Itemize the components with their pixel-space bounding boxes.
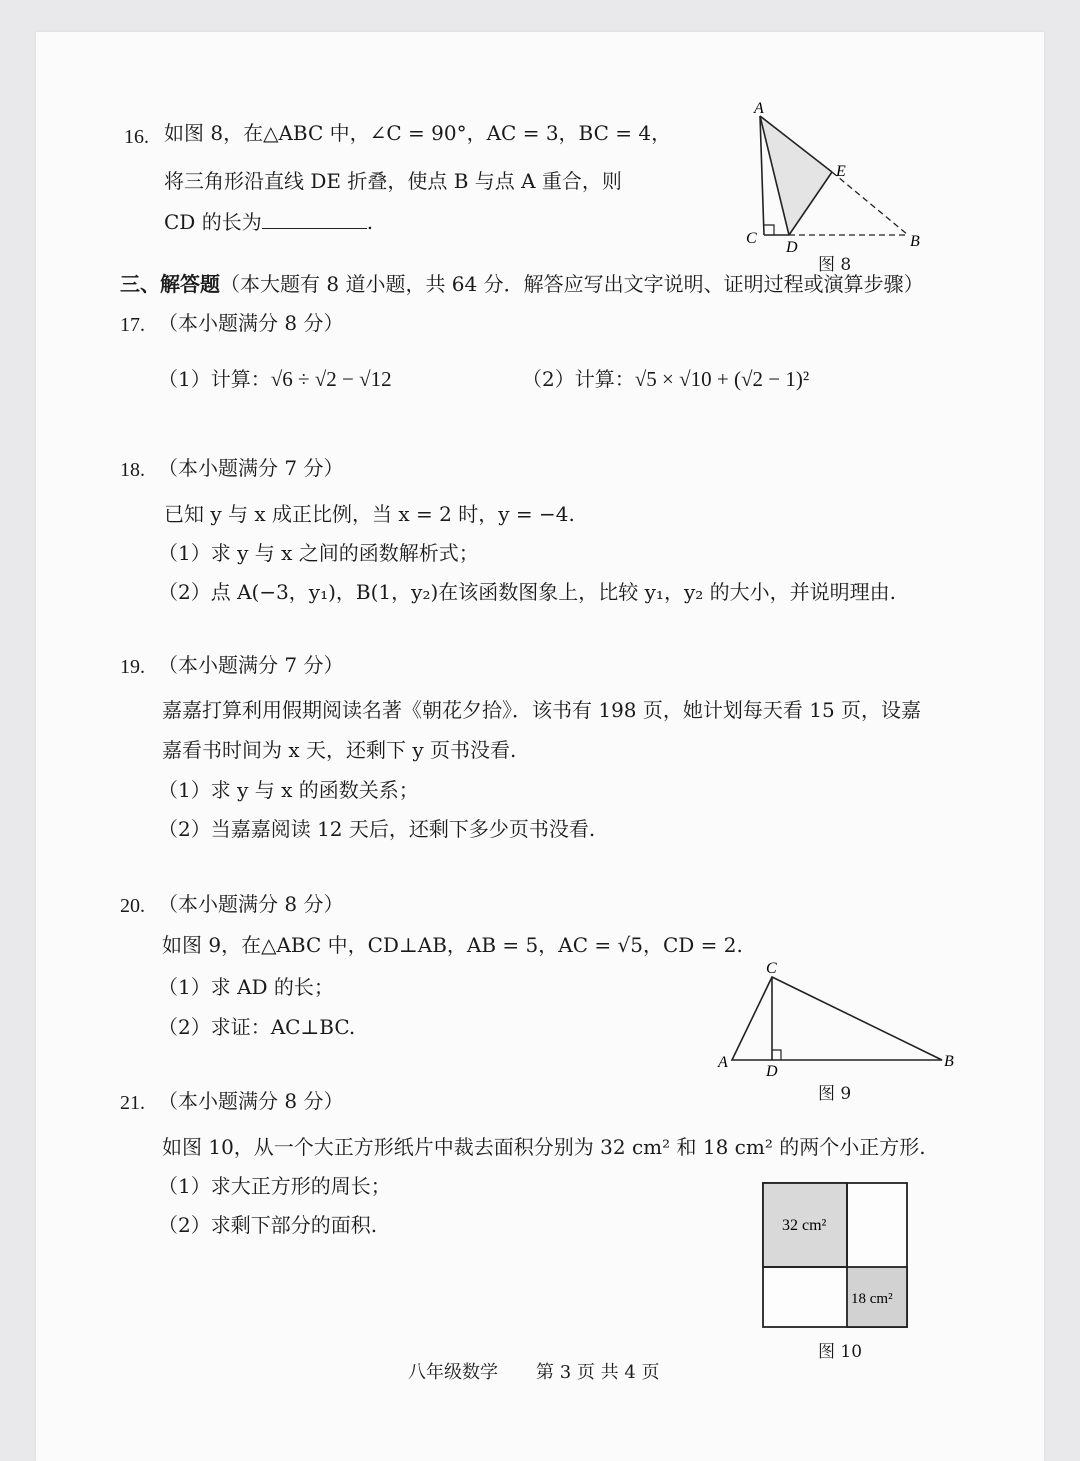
q16-line2: 将三角形沿直线 DE 折叠，使点 B 与点 A 重合，则 — [164, 169, 622, 193]
q16-line3-prefix: CD 的长为 — [164, 210, 262, 234]
figure-10 — [762, 1182, 908, 1328]
q20-part1: （1）求 AD 的长； — [158, 975, 334, 999]
label-a: A — [754, 100, 764, 117]
q19-score: （本小题满分 7 分） — [158, 653, 344, 677]
q16-line1: 如图 8，在△ABC 中，∠C = 90°，AC = 3，BC = 4， — [164, 121, 672, 145]
label-c: C — [766, 960, 777, 977]
q19-part2: （2）当嘉嘉阅读 12 天后，还剩下多少页书没看. — [158, 817, 596, 841]
figure-9 — [716, 960, 956, 1080]
q17-score: （本小题满分 8 分） — [158, 311, 344, 335]
question-number: 18. — [120, 459, 145, 481]
label-b: B — [944, 1053, 954, 1070]
q17-p2-expr: √5 × √10 + (√2 − 1)² — [634, 367, 810, 391]
q16-line3-suffix: . — [366, 210, 374, 234]
answer-blank[interactable] — [262, 210, 367, 229]
label-b: B — [910, 233, 920, 250]
q17-p1-expr: √6 ÷ √2 − √12 — [270, 367, 392, 391]
q21-stem: 如图 10，从一个大正方形纸片中裁去面积分别为 32 cm² 和 18 cm² 的两个小正方形. — [162, 1135, 926, 1159]
folded-region — [760, 116, 832, 234]
section-title: 三、解答题 — [120, 272, 220, 296]
q17-part1 — [158, 366, 392, 392]
q20-score: （本小题满分 8 分） — [158, 892, 344, 916]
q20-stem: 如图 9，在△ABC 中，CD⊥AB，AB = 5，AC = √5，CD = 2. — [162, 933, 743, 957]
q19-part1: （1）求 y 与 x 的函数关系； — [158, 778, 419, 802]
question-number: 21. — [120, 1092, 145, 1114]
footer-subject: 八年级数学 — [408, 1362, 498, 1383]
q19-stem-line2: 嘉看书时间为 x 天，还剩下 y 页书没看. — [162, 738, 517, 762]
section-note: （本大题有 8 道小题，共 64 分．解答应写出文字说明、证明过程或演算步骤） — [220, 272, 924, 296]
question-number: 16. — [124, 126, 149, 148]
exam-page — [36, 32, 1044, 1461]
q17-p1-label: （1）计算： — [158, 367, 271, 391]
side-ac — [760, 116, 764, 235]
q19-stem-line1: 嘉嘉打算利用假期阅读名著《朝花夕拾》．该书有 198 页，她计划每天看 15 页，设嘉 — [162, 698, 922, 722]
question-number: 17. — [120, 314, 145, 336]
q18-part2: （2）点 A(−3，y₁)，B(1，y₂)在该函数图象上，比较 y₁，y₂ 的大小，并说明理由. — [158, 580, 896, 604]
q18-score: （本小题满分 7 分） — [158, 456, 344, 480]
question-number: 19. — [120, 656, 145, 678]
q17-part2 — [522, 366, 809, 392]
q18-part1: （1）求 y 与 x 之间的函数解析式； — [158, 541, 479, 565]
section-3-heading — [120, 271, 924, 297]
q17-p2-label: （2）计算： — [522, 367, 635, 391]
q16-line3 — [164, 209, 373, 235]
label-18cm2: 18 cm² — [851, 1291, 893, 1307]
right-angle-mark — [764, 225, 774, 235]
figure-9-caption: 图 9 — [818, 1084, 852, 1104]
label-a: A — [718, 1054, 728, 1071]
q21-part2: （2）求剩下部分的面积. — [158, 1213, 378, 1237]
q20-part2: （2）求证：AC⊥BC. — [158, 1015, 356, 1039]
q18-stem: 已知 y 与 x 成正比例，当 x = 2 时，y = −4. — [164, 502, 575, 526]
question-number: 20. — [120, 895, 145, 917]
label-e: E — [836, 163, 846, 180]
label-c: C — [746, 230, 757, 247]
right-angle-mark — [772, 1050, 781, 1060]
q21-part1: （1）求大正方形的周长； — [158, 1174, 391, 1198]
figure-8-caption: 图 8 — [818, 255, 852, 275]
page-footer — [408, 1360, 660, 1386]
label-32cm2: 32 cm² — [782, 1217, 827, 1234]
label-d: D — [766, 1063, 778, 1080]
footer-page-info: 第 3 页 共 4 页 — [536, 1362, 660, 1383]
label-d: D — [786, 239, 798, 256]
q21-score: （本小题满分 8 分） — [158, 1089, 344, 1113]
triangle-abc — [732, 977, 942, 1060]
side-eb-dashed — [832, 172, 908, 235]
figure-10-caption: 图 10 — [818, 1342, 863, 1362]
